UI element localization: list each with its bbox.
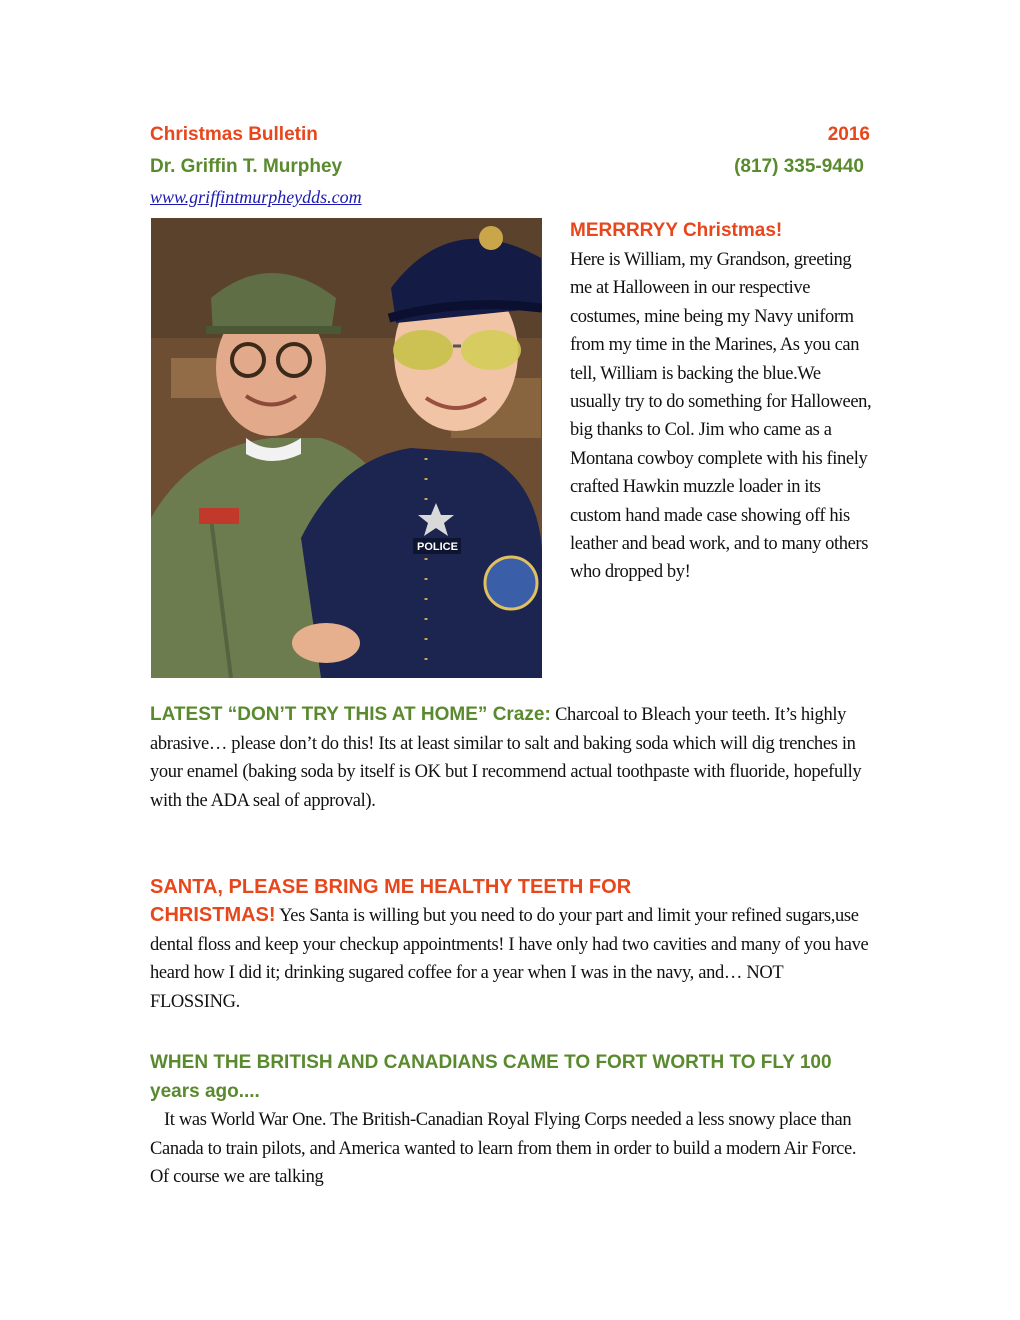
section-british-canadians bbox=[150, 1048, 870, 1192]
craze-body: Charcoal to Bleach your teeth. It’s highly abrasive… please don’t do this! Its at least similar to salt and baking soda which will dig trenches in your enamel (baking soda by itself is OK but I recommend actual toothpaste with fluoride, hopefully with the ADA seal of approval). bbox=[150, 705, 862, 811]
phone-number: (817) 335-9440 bbox=[734, 156, 864, 177]
header-row-doctor bbox=[150, 156, 864, 178]
british-heading: WHEN THE BRITISH AND CANADIANS CAME TO FORT WORTH TO FLY 100 years ago.... bbox=[150, 1052, 832, 1102]
header-row-title bbox=[150, 124, 870, 146]
bulletin-title: Christmas Bulletin bbox=[150, 124, 318, 145]
doctor-name: Dr. Griffin T. Murphey bbox=[150, 156, 343, 177]
bulletin-year: 2016 bbox=[827, 124, 870, 145]
craze-heading: LATEST “DON’T TRY THIS AT HOME” Craze: bbox=[150, 704, 551, 725]
photo-caption: Here is William, my Grandson, greeting me at Halloween in our respective costumes, mine being my Navy uniform from my time in the Marines, As you can tell, William is backing the blue.We usually try to do something for Halloween, big thanks to Col. Jim who came as a Montana cowboy complete with his finely crafted Hawkin muzzle loader in its custom hand made case showing off his leather and bead work, and to many others who dropped by! bbox=[570, 250, 872, 583]
grandson-photo bbox=[151, 218, 542, 678]
santa-body: Yes Santa is willing but you need to do your part and limit your refined sugars,use dental floss and keep your checkup appointments! I have only had two cavities and many of you have heard how I did it; drinking sugared coffee for a year when I was in the navy, and… NOT FLOSSING. bbox=[150, 906, 869, 1012]
photo-illustration bbox=[151, 218, 542, 678]
section-santa bbox=[150, 873, 870, 1016]
website-link[interactable]: www.griffintmurpheydds.com bbox=[150, 187, 362, 207]
british-body: It was World War One. The British-Canadian Royal Flying Corps needed a less snowy place than Canada to train pilots, and America wanted to learn from them in order to build a modern Air Force. Of course we are talking bbox=[150, 1110, 857, 1188]
side-title: MERRRRYY Christmas! bbox=[570, 220, 783, 241]
santa-heading-line2: CHRISTMAS! bbox=[150, 904, 276, 926]
section-charcoal-craze bbox=[150, 701, 870, 815]
santa-heading-line1: SANTA, PLEASE BRING ME HEALTHY TEETH FOR bbox=[150, 876, 632, 898]
police-patch-text: POLICE bbox=[417, 541, 458, 553]
